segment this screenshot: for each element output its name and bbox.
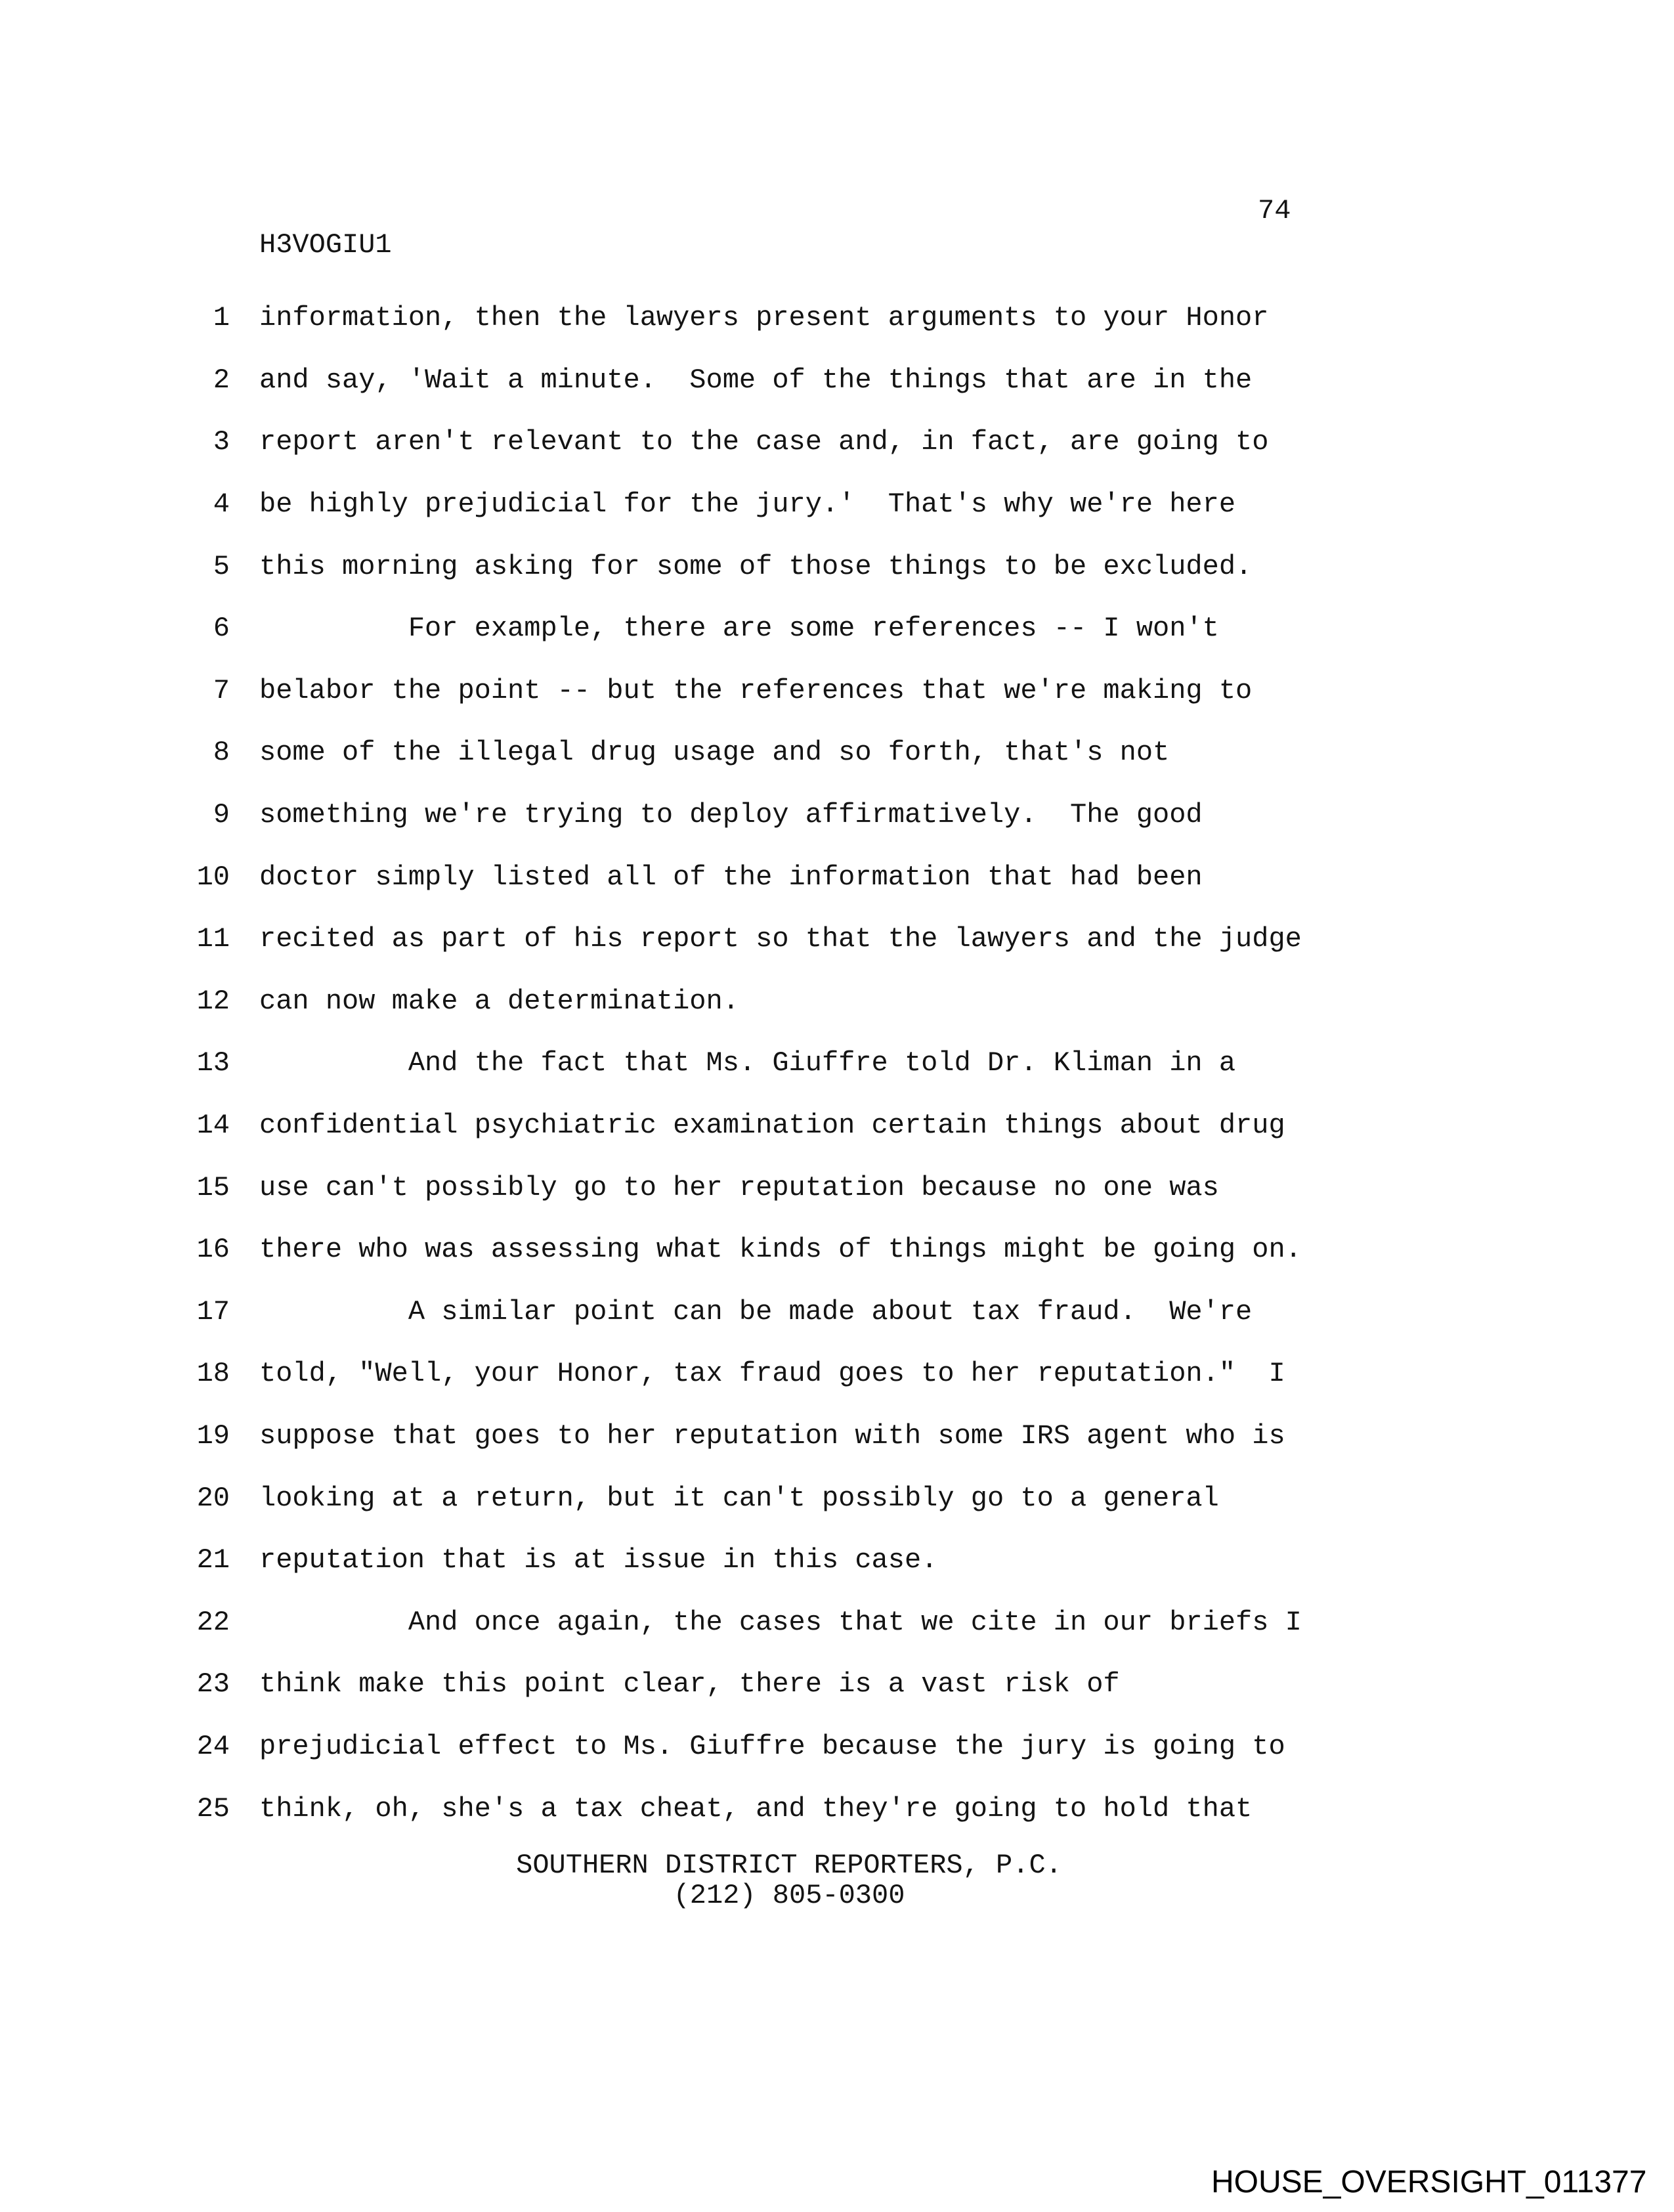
- line-number: 23: [196, 1668, 230, 1701]
- transcript-line: [0, 1032, 1674, 1095]
- line-text: think, oh, she's a tax cheat, and they're going to hold that: [259, 1792, 1253, 1825]
- transcript-line: [0, 287, 1674, 349]
- line-number: 14: [196, 1110, 230, 1142]
- line-number: 21: [196, 1544, 230, 1576]
- transcript-line: [0, 784, 1674, 846]
- transcript-line: [0, 1653, 1674, 1716]
- line-number: 24: [196, 1730, 230, 1762]
- line-number: 17: [196, 1295, 230, 1328]
- line-text: And once again, the cases that we cite in our briefs I: [259, 1606, 1302, 1638]
- transcript-line: [0, 1281, 1674, 1343]
- line-number: 3: [213, 426, 230, 458]
- reporter-footer: [259, 1850, 1319, 1911]
- line-text: this morning asking for some of those things to be excluded.: [259, 550, 1253, 582]
- transcript-line: [0, 411, 1674, 473]
- reporter-org: SOUTHERN DISTRICT REPORTERS, P.C.: [516, 1850, 1062, 1881]
- line-text: told, "Well, your Honor, tax fraud goes to her reputation." I: [259, 1358, 1285, 1390]
- line-number: 20: [196, 1482, 230, 1514]
- line-number: 22: [196, 1606, 230, 1638]
- transcript-line: [0, 597, 1674, 660]
- transcript-line: [0, 1529, 1674, 1592]
- line-text: recited as part of his report so that the lawyers and the judge: [259, 923, 1302, 955]
- line-text: prejudicial effect to Ms. Giuffre because the jury is going to: [259, 1730, 1285, 1762]
- line-number: 10: [196, 861, 230, 893]
- transcript-line: [0, 970, 1674, 1033]
- line-text: suppose that goes to her reputation with some IRS agent who is: [259, 1420, 1285, 1452]
- transcript-line: [0, 1716, 1674, 1778]
- line-text: belabor the point -- but the references that we're making to: [259, 674, 1253, 706]
- line-number: 13: [196, 1047, 230, 1079]
- transcript-line: [0, 473, 1674, 536]
- page-number: 74: [1258, 195, 1291, 227]
- line-number: 12: [196, 985, 230, 1017]
- transcript-line: [0, 1156, 1674, 1219]
- line-number: 18: [196, 1358, 230, 1390]
- line-text: something we're trying to deploy affirmatively. The good: [259, 799, 1203, 831]
- transcript-line: [0, 349, 1674, 412]
- line-number: 11: [196, 923, 230, 955]
- line-number: 19: [196, 1420, 230, 1452]
- line-number: 8: [213, 737, 230, 769]
- line-text: And the fact that Ms. Giuffre told Dr. Kliman in a: [259, 1047, 1236, 1079]
- transcript-line: [0, 1777, 1674, 1840]
- line-number: 1: [213, 302, 230, 334]
- line-text: some of the illegal drug usage and so forth, that's not: [259, 737, 1170, 769]
- transcript-line: [0, 1405, 1674, 1467]
- transcript-line: [0, 846, 1674, 908]
- transcript-line: [0, 1591, 1674, 1653]
- line-text: and say, 'Wait a minute. Some of the things that are in the: [259, 364, 1253, 396]
- bates-number: HOUSE_OVERSIGHT_011377: [1211, 2165, 1647, 2200]
- line-number: 7: [213, 674, 230, 706]
- line-text: looking at a return, but it can't possibly go to a general: [259, 1482, 1219, 1514]
- transcript-line: [0, 660, 1674, 722]
- line-text: doctor simply listed all of the information that had been: [259, 861, 1203, 893]
- line-text: report aren't relevant to the case and, in fact, are going to: [259, 426, 1269, 458]
- line-text: information, then the lawyers present arguments to your Honor: [259, 302, 1269, 334]
- line-number: 2: [213, 364, 230, 396]
- line-text: be highly prejudicial for the jury.' That's why we're here: [259, 488, 1236, 521]
- line-text: reputation that is at issue in this case.: [259, 1544, 938, 1576]
- line-number: 9: [213, 799, 230, 831]
- line-text: confidential psychiatric examination certain things about drug: [259, 1110, 1285, 1142]
- line-text: can now make a determination.: [259, 985, 739, 1017]
- transcript-line: [0, 535, 1674, 597]
- line-number: 4: [213, 488, 230, 521]
- transcript-header-code: H3VOGIU1: [259, 229, 392, 261]
- line-text: think make this point clear, there is a vast risk of: [259, 1668, 1120, 1701]
- line-text: use can't possibly go to her reputation because no one was: [259, 1171, 1219, 1204]
- transcript-line: [0, 1467, 1674, 1529]
- transcript-body: [0, 287, 1674, 1840]
- line-text: A similar point can be made about tax fraud. We're: [259, 1295, 1253, 1328]
- transcript-line: [0, 908, 1674, 970]
- line-number: 6: [213, 613, 230, 645]
- line-number: 15: [196, 1171, 230, 1204]
- line-number: 5: [213, 550, 230, 582]
- transcript-line: [0, 1343, 1674, 1405]
- line-number: 25: [196, 1792, 230, 1825]
- line-number: 16: [196, 1234, 230, 1266]
- transcript-line: [0, 1219, 1674, 1281]
- line-text: there who was assessing what kinds of things might be going on.: [259, 1234, 1302, 1266]
- reporter-phone: (212) 805-0300: [673, 1880, 905, 1911]
- transcript-line: [0, 722, 1674, 784]
- transcript-line: [0, 1095, 1674, 1157]
- line-text: For example, there are some references -- I won't: [259, 613, 1219, 645]
